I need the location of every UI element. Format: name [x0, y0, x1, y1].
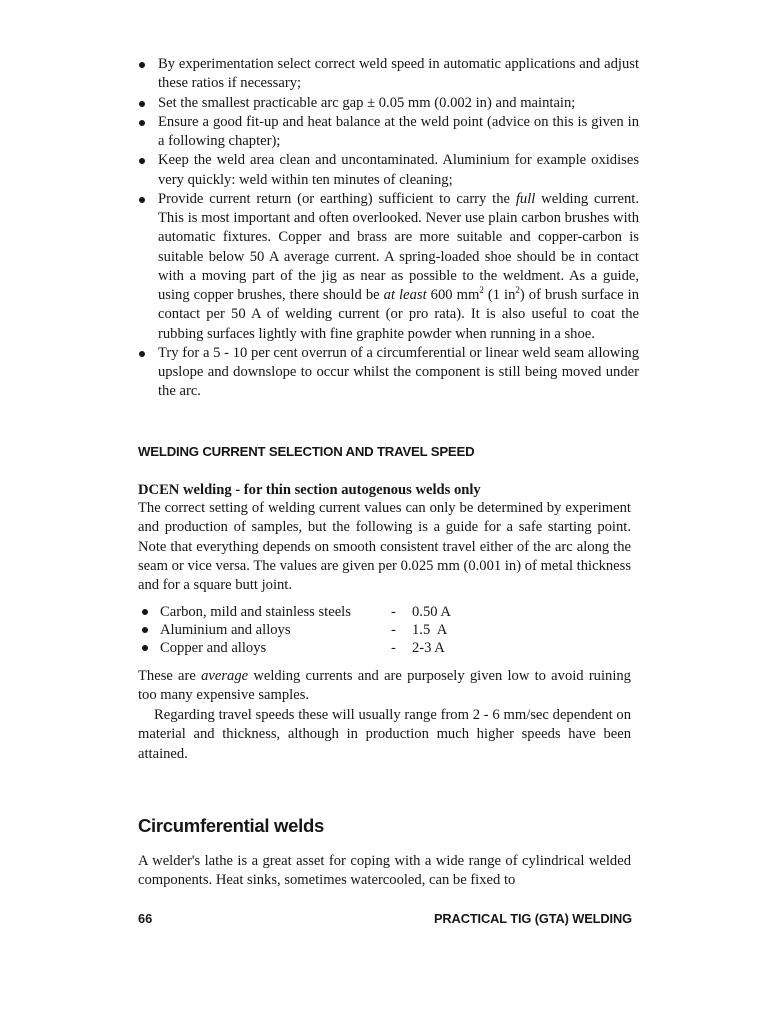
subheading: DCEN welding - for thin section autogenous welds only — [138, 482, 481, 498]
list-item — [142, 621, 502, 639]
list-item: Try for a 5 - 10 per cent overrun of a circumferential or linear weld seam allowing upslope and downslope to occur whilst the component is still being moved under the arc. — [139, 344, 639, 402]
running-footer-title: PRACTICAL TIG (GTA) WELDING — [433, 911, 632, 926]
bullet-icon — [142, 609, 148, 615]
list-item: Ensure a good fit-up and heat balance at the weld point (advice on this is given in a following chapter); — [139, 113, 639, 152]
text-run: These are — [138, 668, 202, 684]
material-label: Carbon, mild and stainless steels — [160, 604, 351, 620]
material-label: Aluminium and alloys — [160, 622, 291, 638]
superscript: 2 — [515, 285, 520, 296]
section-title: Circumferential welds — [138, 815, 324, 836]
separator-dash: - — [391, 640, 396, 656]
list-item — [142, 603, 502, 621]
text-run: Provide current return (or earthing) sufficient to carry the — [158, 190, 516, 207]
paragraph: Regarding travel speeds these will usually range from 2 - 6 mm/sec dependent on material and thickness, although in production much higher speeds have been attained. — [138, 707, 631, 762]
text-run: 600 mm — [426, 287, 480, 303]
bullet-icon — [142, 645, 148, 651]
current-value: 2-3 A — [412, 640, 445, 656]
text-run: welding currents and are purposely given low to avoid ruining too many expensive samples. — [138, 668, 631, 704]
separator-dash: - — [391, 604, 396, 620]
list-item: By experimentation select correct weld speed in automatic applications and adjust these ratios if necessary; — [139, 55, 639, 94]
emphasis-text: at least — [383, 287, 427, 303]
superscript: 2 — [479, 285, 484, 296]
material-label: Copper and alloys — [160, 640, 267, 656]
separator-dash: - — [391, 622, 396, 638]
list-item — [142, 639, 502, 657]
bullet-icon — [142, 627, 148, 633]
text-run: welding current. This is most important and often overlooked. Never use plain carbon brushes with automatic fixtures. Copper and brass are more suitable and copper-carbon is suitable below 50 A average current. A spring-loaded shoe should be in contact with a moving part of the jig as near as possible to the weldment. As a guide, using copper brushes, there should be — [158, 190, 640, 303]
text-run: ) of brush surface in contact per 50 A of welding current (or pro rata). It is also useful to coat the rubbing surfaces lightly with fine graphite powder when running in a shoe. — [158, 287, 639, 342]
emphasis-text: full — [515, 190, 536, 207]
list-item: Set the smallest practicable arc gap ± 0.05 mm (0.002 in) and maintain; — [139, 94, 639, 113]
current-values-list — [142, 603, 502, 657]
section-heading: WELDING CURRENT SELECTION AND TRAVEL SPEED — [138, 444, 475, 459]
paragraph — [138, 667, 631, 706]
emphasis-text: average — [201, 668, 249, 684]
current-value: 1.5 A — [412, 622, 448, 638]
guideline-bullet-list — [139, 55, 639, 402]
paragraph: The correct setting of welding current values can only be determined by experiment and production of samples, but the following is a guide for a safe starting point. Note that everything depends on smooth consistent travel either of the arc along the seam or vice versa. The values are given per 0.025 mm (0.001 in) of metal thickness and for a square butt joint. — [138, 500, 631, 594]
list-item — [139, 190, 639, 344]
page-number: 66 — [138, 911, 153, 926]
text-run: (1 in — [483, 287, 516, 303]
list-item: Keep the weld area clean and uncontaminated. Aluminium for example oxidises very quickly: weld within ten minutes of cleaning; — [139, 151, 639, 190]
current-value: 0.50 A — [412, 604, 451, 620]
paragraph: A welder's lathe is a great asset for coping with a wide range of cylindrical welded components. Heat sinks, sometimes watercooled, can be fixed to — [138, 853, 631, 889]
